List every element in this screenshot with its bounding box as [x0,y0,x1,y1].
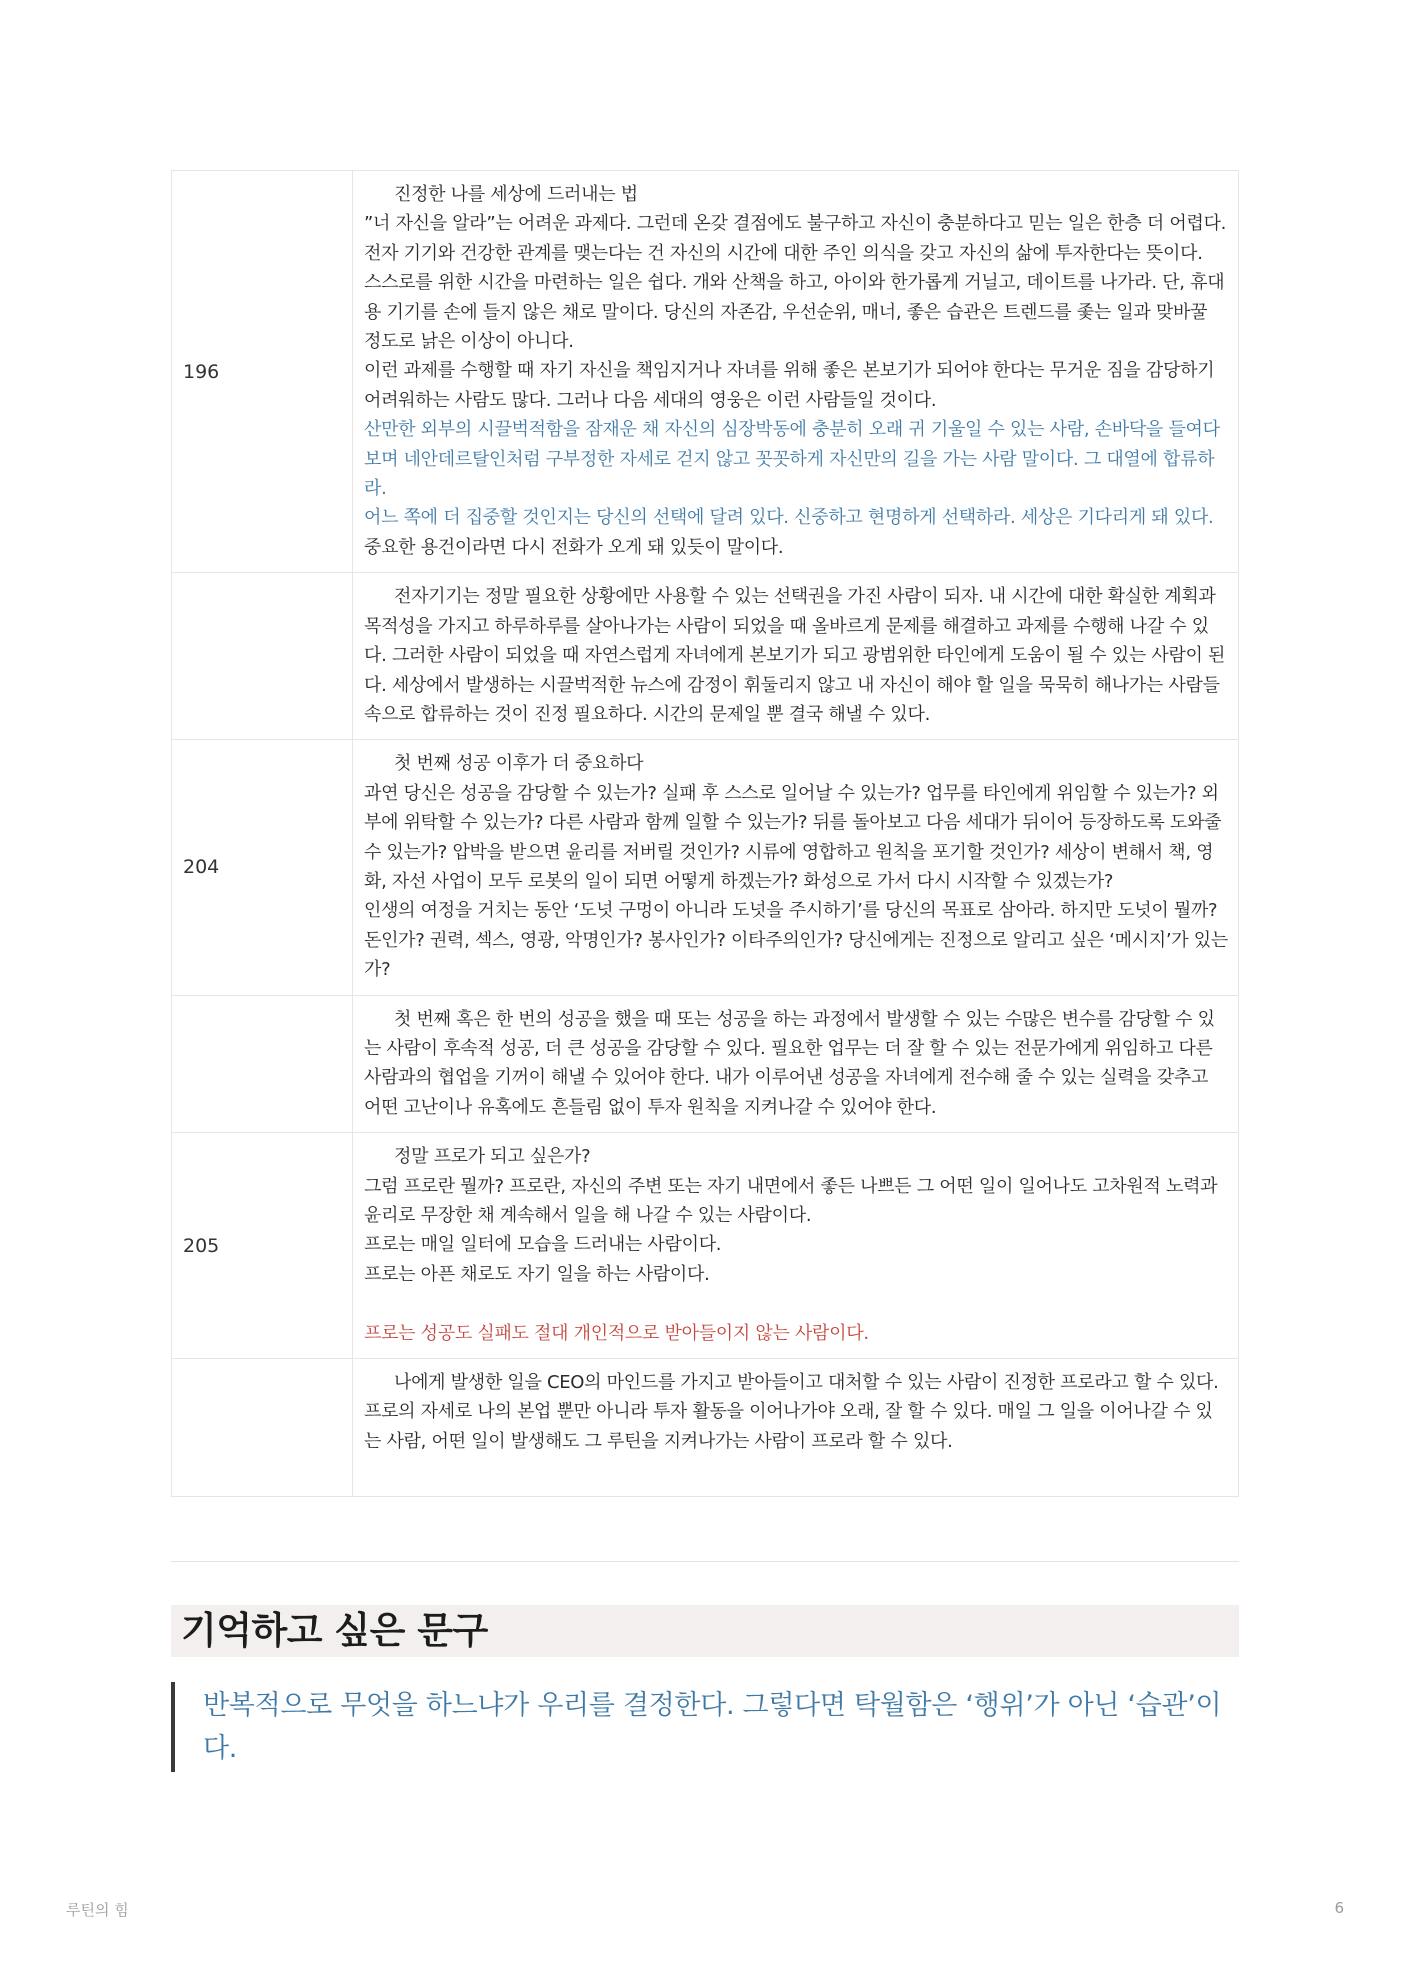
table-row [172,995,1239,1133]
memorable-quote: 반복적으로 무엇을 하느냐가 우리를 결정한다. 그렇다면 탁월함은 ‘행위’가 아닌 ‘습관’이다. [171,1682,1239,1772]
note-paragraph: 전자 기기와 건강한 관계를 맺는다는 건 자신의 시간에 대한 주인 의식을 갖고 자신의 삶에 투자한다는 뜻이다. [364,242,1203,264]
notes-table [171,170,1239,1497]
page-number-cell [172,995,353,1133]
table-row [172,1359,1239,1497]
note-paragraph: ”너 자신을 알라”는 어려운 과제다. 그런데 온갖 결점에도 불구하고 자신이 충분하다고 믿는 일은 한층 더 어렵다. [364,213,1227,235]
table-row [172,573,1239,740]
note-paragraph: 중요한 용건이라면 다시 전화가 오게 돼 있듯이 말이다. [364,536,784,558]
note-paragraph: 어느 쪽에 더 집중할 것인지는 당신의 선택에 달려 있다. 신중하고 현명하게 선택하라. 세상은 기다리게 돼 있다. [364,507,1214,529]
note-paragraph: 전자기기는 정말 필요한 상황에만 사용할 수 있는 선택권을 가진 사람이 되자. 내 시간에 대한 확실한 계획과 목적성을 가지고 하루하루를 살아나가는 사람이 되었을 때 올바르게 문제를 해결하고 과제를 수행해 나갈 수 있다. 그러한 사람이 되었을 때 자연스럽게 자녀에게 본보기가 되고 광범위한 타인에게 도움이 될 수 있는 사람이 된다. 세상에서 발생하는 시끌벅적한 뉴스에 감정이 휘둘리지 않고 내 자신이 해야 할 일을 묵묵히 해나가는 사람들 속으로 합류하는 것이 진정 필요하다. 시간의 문제일 뿐 결국 해낼 수 있다. [364,586,1226,725]
table-row [172,740,1239,995]
note-paragraph [364,1456,1228,1485]
note-paragraph: 첫 번째 성공 이후가 더 중요하다 [394,753,644,775]
note-text-cell [353,1133,1239,1359]
note-paragraph: 프로는 성공도 실패도 절대 개인적으로 받아들이지 않는 사람이다. [364,1322,869,1344]
note-text-cell [353,1359,1239,1497]
page-number-cell: 196 [172,171,353,573]
note-paragraph: 그럼 프로란 뭘까? 프로란, 자신의 주변 또는 자기 내면에서 좋든 나쁘든 그 어떤 일이 일어나도 고차원적 노력과 윤리로 무장한 채 계속해서 일을 해 나갈 수 있는 사람이다. [364,1175,1218,1226]
note-paragraph: 진정한 나를 세상에 드러내는 법 [394,184,638,205]
note-paragraph: 나에게 발생한 일을 CEO의 마인드를 가지고 받아들이고 대처할 수 있는 사람이 진정한 프로라고 할 수 있다. 프로의 자세로 나의 본업 뿐만 아니라 투자 활동을 이어나가야 오래, 잘 할 수 있다. 매일 그 일을 이어나갈 수 있는 사람, 어떤 일이 발생해도 그 루틴을 지켜나가는 사람이 프로라 할 수 있다. [364,1372,1219,1452]
notes-table-body [172,171,1239,1497]
section-heading: 기억하고 싶은 문구 [171,1605,1239,1657]
footer-page-number: 6 [1334,1899,1344,1917]
page-number-cell [172,573,353,740]
footer-book-title: 루틴의 힘 [66,1901,129,1919]
page-number-cell: 204 [172,740,353,995]
note-paragraph: 인생의 여정을 거치는 동안 ‘도넛 구멍이 아니라 도넛을 주시하기’를 당신의 목표로 삼아라. 하지만 도넛이 뭘까? 돈인가? 권력, 섹스, 영광, 악명인가? 봉사인가? 이타주의인가? 당신에게는 진정으로 알리고 싶은 ‘메시지’가 있는가? [364,900,1228,981]
note-text-cell [353,995,1239,1133]
page-number-cell: 205 [172,1133,353,1359]
note-paragraph: 이런 과제를 수행할 때 자기 자신을 책임지거나 자녀를 위해 좋은 본보기가 되어야 한다는 무거운 짐을 감당하기 어려워하는 사람도 많다. 그러나 다음 세대의 영웅은 이런 사람들일 것이다. [364,360,1215,411]
note-text-cell [353,573,1239,740]
table-row [172,1133,1239,1359]
note-paragraph: 과연 당신은 성공을 감당할 수 있는가? 실패 후 스스로 일어날 수 있는가? 업무를 타인에게 위임할 수 있는가? 외부에 위탁할 수 있는가? 다른 사람과 함께 일할 수 있는가? 뒤를 돌아보고 다음 세대가 뒤이어 등장하도록 도와줄 수 있는가? 압박을 받으면 윤리를 저버릴 것인가? 시류에 영합하고 원칙을 포기할 것인가? 세상이 변해서 책, 영화, 자선 사업이 모두 로봇의 일이 되면 어떻게 하겠는가? 화성으로 가서 다시 시작할 수 있겠는가? [364,782,1222,892]
note-paragraph: 프로는 아픈 채로도 자기 일을 하는 사람이다. [364,1263,710,1285]
note-paragraph: 스스로를 위한 시간을 마련하는 일은 쉽다. 개와 산책을 하고, 아이와 한가롭게 거닐고, 데이트를 나가라. 단, 휴대용 기기를 손에 들지 않은 채로 말이다. 당신의 자존감, 우선순위, 매너, 좋은 습관은 트렌드를 좇는 일과 맞바꿀 정도로 낡은 이상이 아니다. [364,272,1225,353]
note-paragraph: 정말 프로가 되고 싶은가? [394,1146,591,1168]
note-text-cell [353,740,1239,995]
note-text-cell [353,171,1239,573]
table-row [172,171,1239,573]
note-paragraph: 첫 번째 혹은 한 번의 성공을 했을 때 또는 성공을 하는 과정에서 발생할 수 있는 수많은 변수를 감당할 수 있는 사람이 후속적 성공, 더 큰 성공을 감당할 수 있다. 필요한 업무는 더 잘 할 수 있는 전문가에게 위임하고 다른 사람과의 협업을 기꺼이 해낼 수 있어야 한다. 내가 이루어낸 성공을 자녀에게 전수해 줄 수 있는 실력을 갖추고 어떤 고난이나 유혹에도 흔들림 없이 투자 원칙을 지켜나갈 수 있어야 한다. [364,1008,1215,1118]
page-number-cell [172,1359,353,1497]
note-paragraph [364,1289,1228,1318]
note-paragraph: 산만한 외부의 시끌벅적함을 잠재운 채 자신의 심장박동에 충분히 오래 귀 기울일 수 있는 사람, 손바닥을 들여다 보며 네안데르탈인처럼 구부정한 자세로 걷지 않고 꼿꼿하게 자신만의 길을 가는 사람 말이다. 그 대열에 합류하라. [364,419,1220,500]
note-paragraph: 프로는 매일 일터에 모습을 드러내는 사람이다. [364,1234,722,1256]
section-divider [171,1561,1239,1562]
